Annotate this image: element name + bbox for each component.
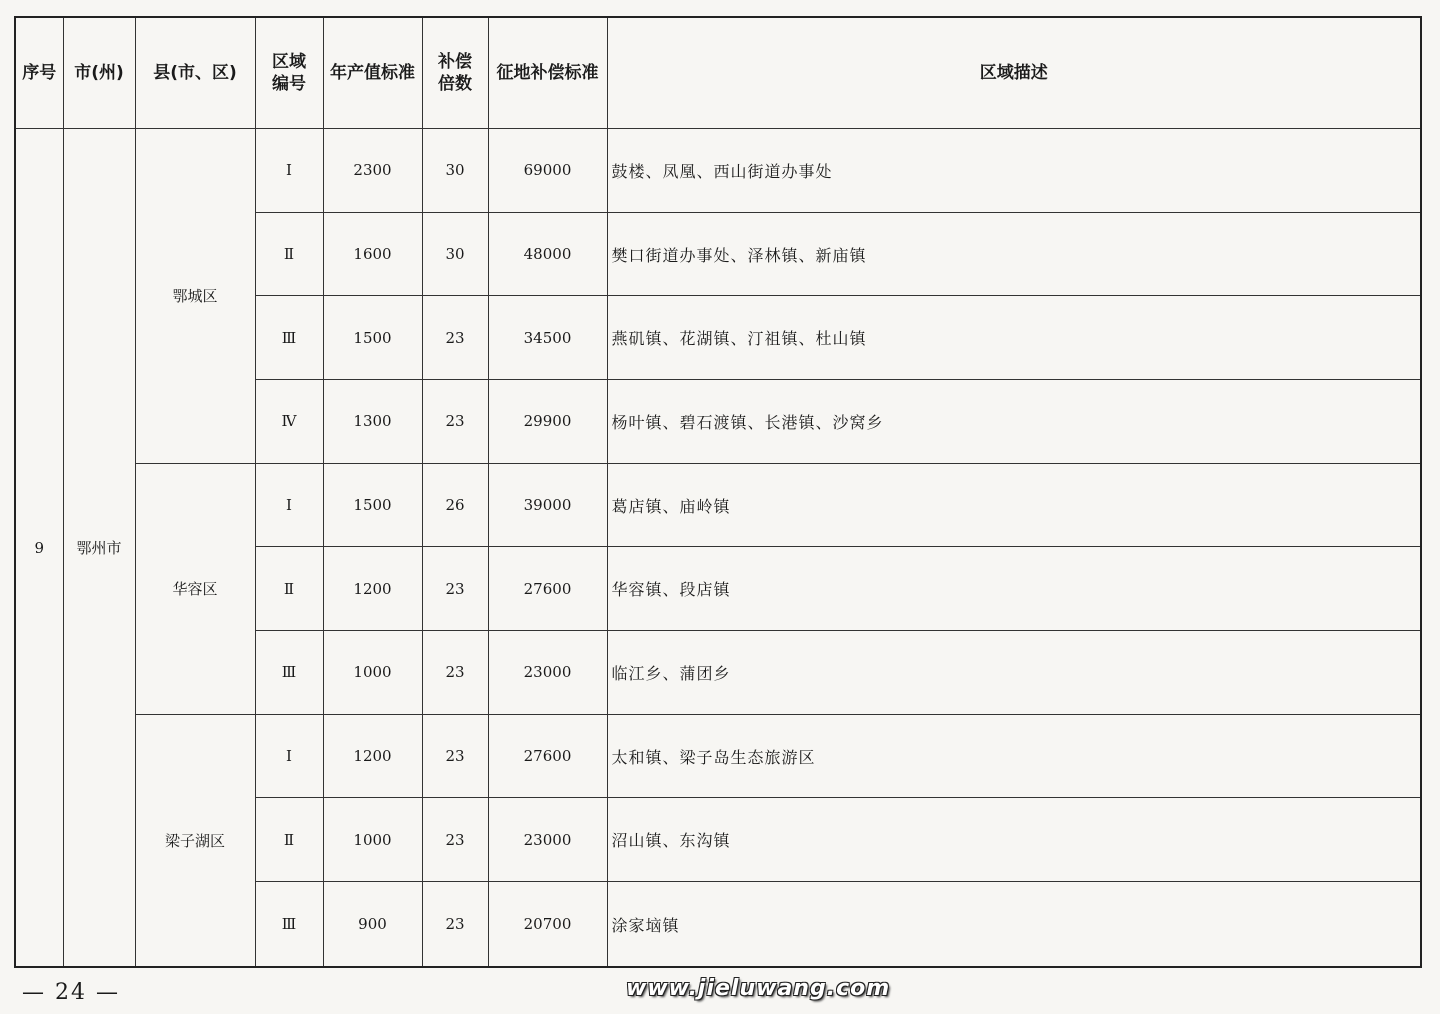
header-city: 市(州) [63, 17, 135, 129]
table-row [15, 129, 1421, 213]
description-cell: 涂家垴镇 [607, 882, 1421, 967]
compensation-cell: 39000 [488, 463, 607, 547]
output-cell: 1600 [323, 212, 422, 296]
compensation-cell: 69000 [488, 129, 607, 213]
description-cell: 太和镇、梁子岛生态旅游区 [607, 714, 1421, 798]
page-number: — 24 — [22, 980, 120, 1005]
multiple-cell: 23 [422, 296, 488, 380]
multiple-cell: 30 [422, 129, 488, 213]
zone-cell: Ⅰ [255, 714, 323, 798]
description-cell: 樊口街道办事处、泽林镇、新庙镇 [607, 212, 1421, 296]
compensation-table [14, 16, 1422, 968]
multiple-cell: 26 [422, 463, 488, 547]
zone-cell: Ⅲ [255, 296, 323, 380]
output-cell: 1200 [323, 714, 422, 798]
compensation-cell: 34500 [488, 296, 607, 380]
multiple-cell: 30 [422, 212, 488, 296]
zone-cell: Ⅳ [255, 380, 323, 464]
output-cell: 2300 [323, 129, 422, 213]
zone-cell: Ⅱ [255, 212, 323, 296]
header-compensation: 征地补偿标准 [488, 17, 607, 129]
output-cell: 1000 [323, 798, 422, 882]
compensation-cell: 23000 [488, 631, 607, 715]
zone-cell: Ⅰ [255, 463, 323, 547]
header-zone-code: 区域 编号 [255, 17, 323, 129]
zone-cell: Ⅱ [255, 798, 323, 882]
multiple-cell: 23 [422, 798, 488, 882]
table-row [15, 463, 1421, 547]
description-cell: 燕矶镇、花湖镇、汀祖镇、杜山镇 [607, 296, 1421, 380]
header-description: 区域描述 [607, 17, 1421, 129]
header-seq: 序号 [15, 17, 63, 129]
county-cell: 鄂城区 [135, 129, 255, 464]
multiple-cell: 23 [422, 714, 488, 798]
output-cell: 1500 [323, 463, 422, 547]
description-cell: 葛店镇、庙岭镇 [607, 463, 1421, 547]
compensation-cell: 29900 [488, 380, 607, 464]
multiple-cell: 23 [422, 547, 488, 631]
header-annual-output: 年产值标准 [323, 17, 422, 129]
compensation-cell: 48000 [488, 212, 607, 296]
description-cell: 鼓楼、凤凰、西山街道办事处 [607, 129, 1421, 213]
multiple-cell: 23 [422, 380, 488, 464]
output-cell: 1300 [323, 380, 422, 464]
description-cell: 华容镇、段店镇 [607, 547, 1421, 631]
city-cell: 鄂州市 [63, 129, 135, 968]
output-cell: 1500 [323, 296, 422, 380]
zone-cell: Ⅲ [255, 631, 323, 715]
multiple-cell: 23 [422, 631, 488, 715]
county-cell: 梁子湖区 [135, 714, 255, 967]
watermark-text: www.jieluwang.com [626, 976, 891, 1001]
description-cell: 临江乡、蒲团乡 [607, 631, 1421, 715]
compensation-cell: 23000 [488, 798, 607, 882]
header-multiple: 补偿 倍数 [422, 17, 488, 129]
output-cell: 1000 [323, 631, 422, 715]
description-cell: 沼山镇、东沟镇 [607, 798, 1421, 882]
description-cell: 杨叶镇、碧石渡镇、长港镇、沙窝乡 [607, 380, 1421, 464]
compensation-cell: 20700 [488, 882, 607, 967]
output-cell: 900 [323, 882, 422, 967]
county-cell: 华容区 [135, 463, 255, 714]
compensation-cell: 27600 [488, 547, 607, 631]
multiple-cell: 23 [422, 882, 488, 967]
output-cell: 1200 [323, 547, 422, 631]
table-row [15, 714, 1421, 798]
header-county: 县(市、区) [135, 17, 255, 129]
compensation-cell: 27600 [488, 714, 607, 798]
zone-cell: Ⅲ [255, 882, 323, 967]
seq-cell: 9 [15, 129, 63, 968]
zone-cell: Ⅰ [255, 129, 323, 213]
zone-cell: Ⅱ [255, 547, 323, 631]
header-row [15, 17, 1421, 129]
